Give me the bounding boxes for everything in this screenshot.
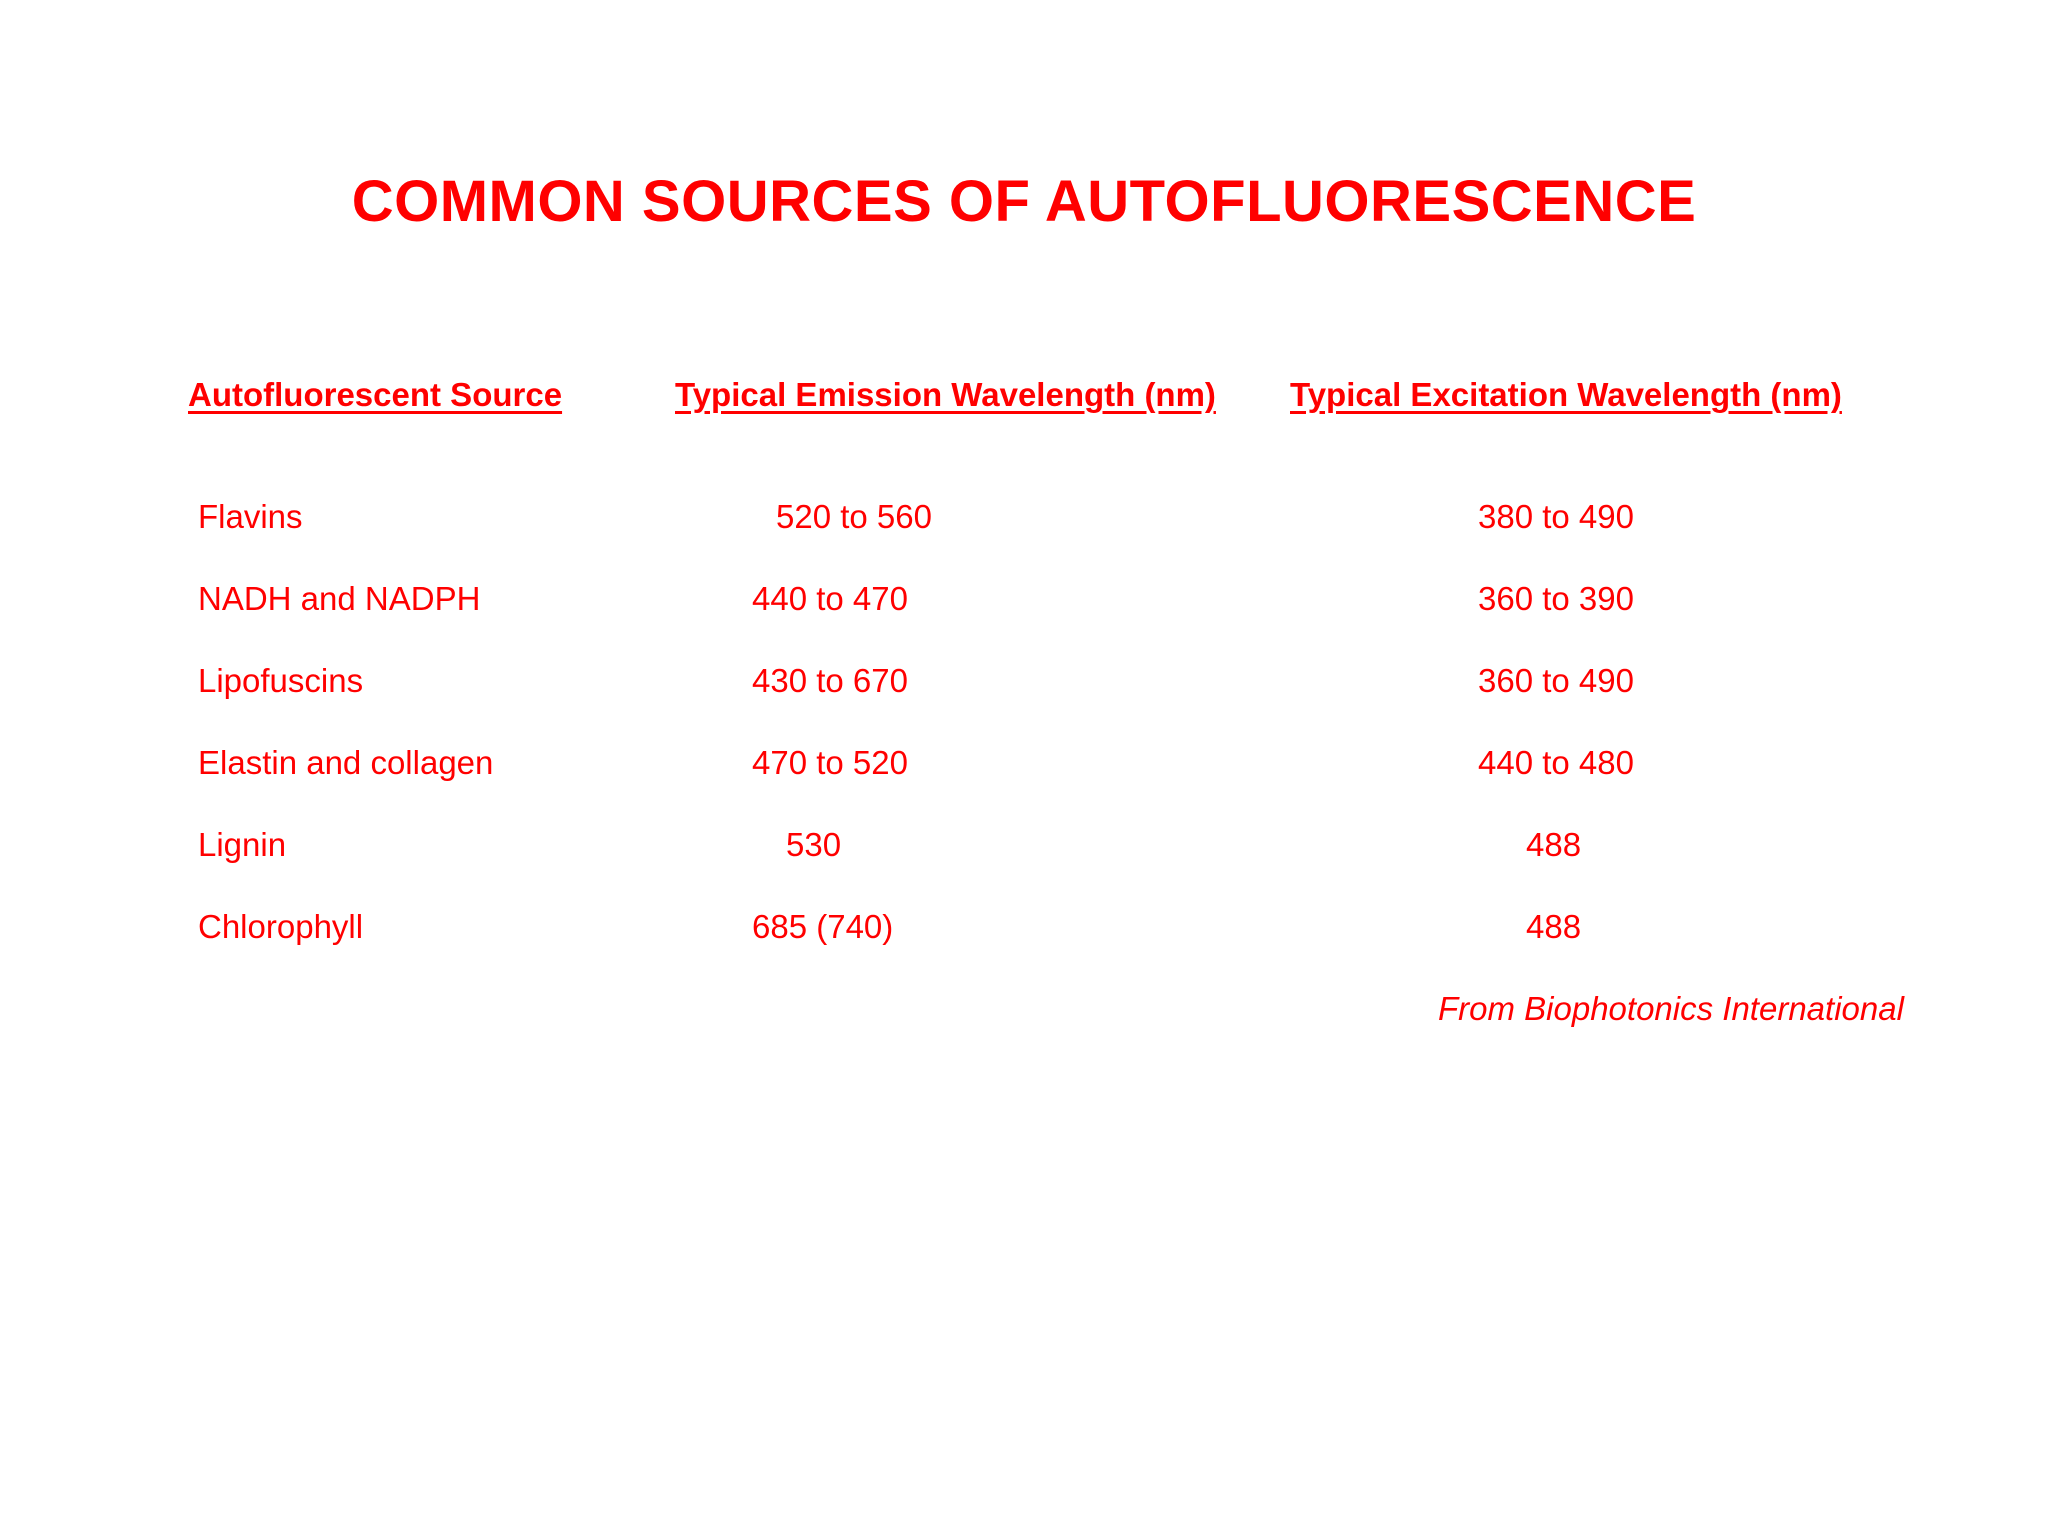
header-excitation-wavelength: Typical Excitation Wavelength (nm) [1290,376,1842,413]
excitation-cell: 360 to 490 [1478,662,1634,699]
slide-title: COMMON SOURCES OF AUTOFLUORESCENCE [351,169,1697,234]
source-cell: Chlorophyll [198,908,364,945]
excitation-cell: 380 to 490 [1478,498,1634,535]
emission-cell: 685 (740) [752,908,894,945]
source-cell: Lipofuscins [198,662,364,699]
source-cell: Elastin and collagen [198,744,494,781]
excitation-cell: 440 to 480 [1478,744,1634,781]
source-cell: Lignin [198,826,287,863]
excitation-cell: 488 [1526,826,1582,863]
emission-cell: 530 [786,826,842,863]
source-citation: From Biophotonics International [1438,990,1904,1027]
emission-cell: 440 to 470 [752,580,908,617]
excitation-cell: 360 to 390 [1478,580,1634,617]
emission-cell: 520 to 560 [776,498,932,535]
excitation-cell: 488 [1526,908,1582,945]
emission-cell: 430 to 670 [752,662,908,699]
source-cell: Flavins [198,498,303,535]
header-emission-wavelength: Typical Emission Wavelength (nm) [675,376,1216,413]
emission-cell: 470 to 520 [752,744,908,781]
header-autofluorescent-source: Autofluorescent Source [188,376,563,413]
source-cell: NADH and NADPH [198,580,481,617]
